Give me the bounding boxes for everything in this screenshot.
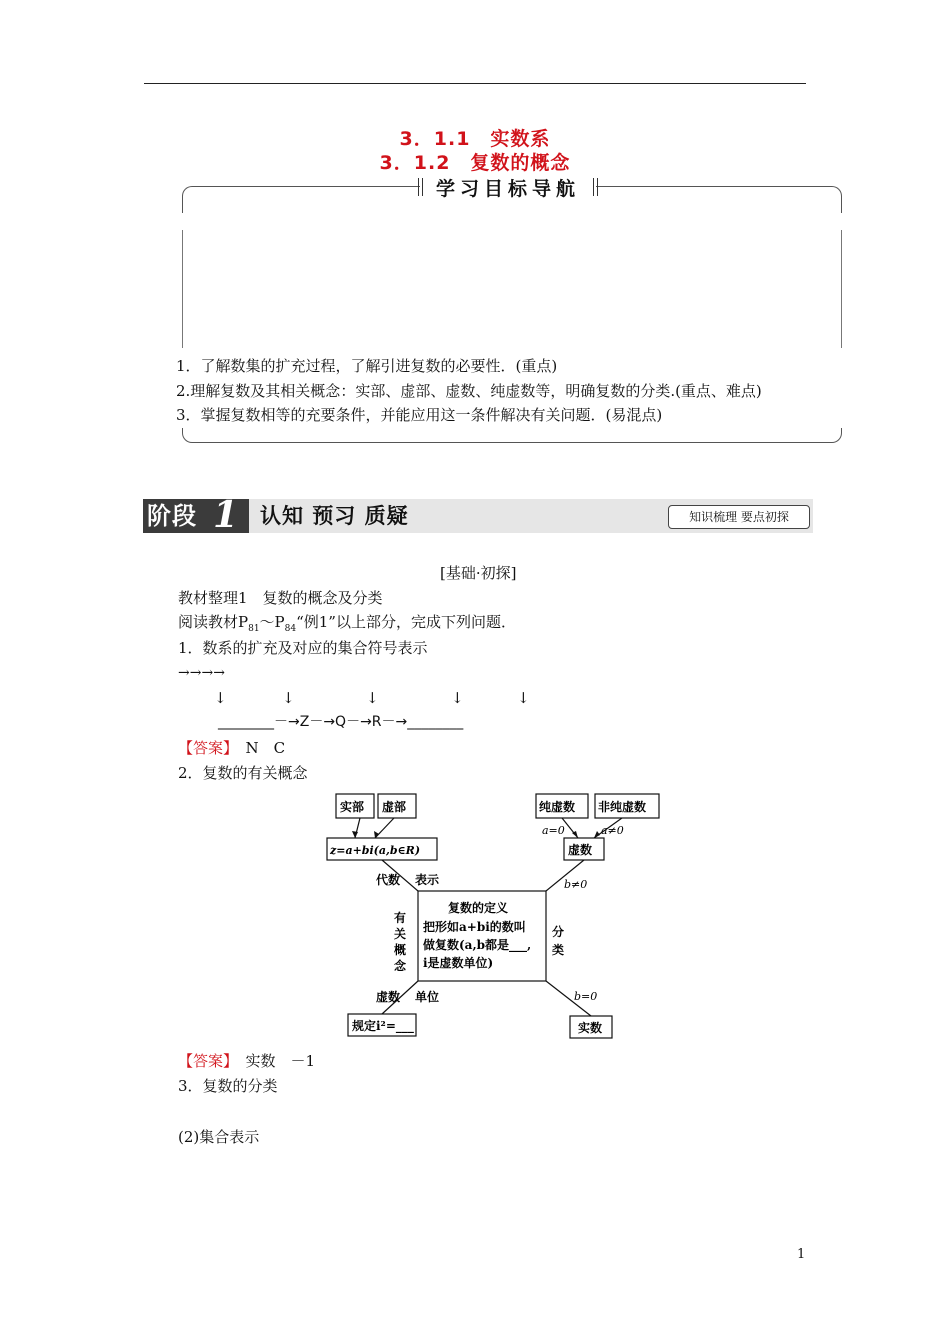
- label-imag-unit: 虚数: [376, 990, 401, 1004]
- down-arrow: ↓: [214, 689, 227, 707]
- label-related-concepts: 有关概念: [394, 911, 407, 973]
- down-arrow: ↓: [451, 689, 464, 707]
- label-def-line-3: i是虚数单位): [423, 956, 494, 970]
- label-real-part: 实部: [340, 800, 365, 814]
- label-pure-imag: 纯虚数: [539, 800, 576, 814]
- reading-page-start: 81: [248, 624, 260, 634]
- page-number: 1: [797, 1247, 806, 1262]
- label-unit: 单位: [415, 990, 440, 1004]
- stage-title: 认知 预习 质疑: [260, 504, 409, 528]
- objectives-box-bottom: [182, 428, 842, 443]
- reading-text: “例1”以上部分，完成下列问题．: [296, 613, 516, 631]
- label-algebra: 代数: [376, 873, 401, 887]
- objective-item-1: 1．了解数集的扩充过程，了解引进复数的必要性．(重点): [176, 357, 558, 375]
- material-heading: 教材整理1 复数的概念及分类: [178, 589, 383, 607]
- label-b-eq0: b=0: [574, 990, 598, 1003]
- reading-text: ～P: [259, 613, 285, 631]
- item-3-2-heading: (2)集合表示: [178, 1128, 260, 1146]
- reading-text: 阅读教材P: [178, 613, 249, 631]
- stage-word: 阶段: [147, 502, 197, 530]
- label-imaginary: 虚数: [568, 843, 593, 857]
- reading-instruction: [178, 612, 516, 639]
- title-line-1: 3．1.1 实数系: [399, 128, 551, 150]
- answer-1: [178, 738, 285, 758]
- answer-1-text: N C: [230, 739, 286, 757]
- arrows-top: →→→→: [178, 665, 225, 681]
- label-def-line-1: 把形如a+bi的数叫: [423, 920, 526, 934]
- stage-number: 1: [213, 494, 239, 536]
- objectives-box-sides: [182, 230, 842, 348]
- item-1-heading: 1．数系的扩充及对应的集合符号表示: [178, 639, 428, 657]
- item-2-heading: 2．复数的有关概念: [178, 764, 308, 782]
- label-real-num: 实数: [578, 1021, 603, 1035]
- number-chain: ________－→Z－→Q－→R－→________: [218, 714, 464, 730]
- label-b-neq0: b≠0: [564, 878, 588, 891]
- label-a-neq0: a≠0: [601, 824, 624, 837]
- label-imag-part: 虚部: [382, 800, 407, 814]
- down-arrow: ↓: [282, 689, 295, 707]
- objectives-heading: 学习目标导航: [420, 174, 596, 200]
- answer-2-text: 实数 －1: [230, 1052, 316, 1070]
- objective-item-2: 2.理解复数及其相关概念：实部、虚部、虚数、纯虚数等，明确复数的分类.(重点、难点): [176, 382, 762, 400]
- down-arrow: ↓: [517, 689, 530, 707]
- objective-item-3: 3．掌握复数相等的充要条件，并能应用这一条件解决有关问题．(易混点): [176, 406, 663, 424]
- label-non-pure-imag: 非纯虚数: [598, 800, 647, 814]
- stage-tag: 知识梳理 要点初探: [668, 505, 810, 529]
- label-def-title: 复数的定义: [448, 901, 509, 915]
- item-3-heading: 3．复数的分类: [178, 1077, 278, 1095]
- down-arrow: ↓: [366, 689, 379, 707]
- label-express: 表示: [415, 873, 440, 887]
- reading-page-end: 84: [284, 624, 297, 634]
- title-line-2: 3．1.2 复数的概念: [379, 152, 571, 174]
- label-def-line-2: 做复数(a,b都是___,: [423, 938, 532, 952]
- complex-concept-diagram: [330, 788, 647, 1043]
- label-form: z=a+bi(a,b∈R): [330, 844, 421, 857]
- answer-label: 【答案】: [178, 1052, 231, 1070]
- answer-2: [178, 1051, 315, 1071]
- header-rule: [144, 83, 806, 84]
- section-tag: [基础·初探]: [440, 564, 517, 582]
- label-rule: 规定i²=___: [352, 1019, 414, 1033]
- label-a-eq0: a=0: [542, 824, 565, 837]
- label-classify: 分类: [552, 925, 565, 957]
- answer-label: 【答案】: [178, 739, 231, 757]
